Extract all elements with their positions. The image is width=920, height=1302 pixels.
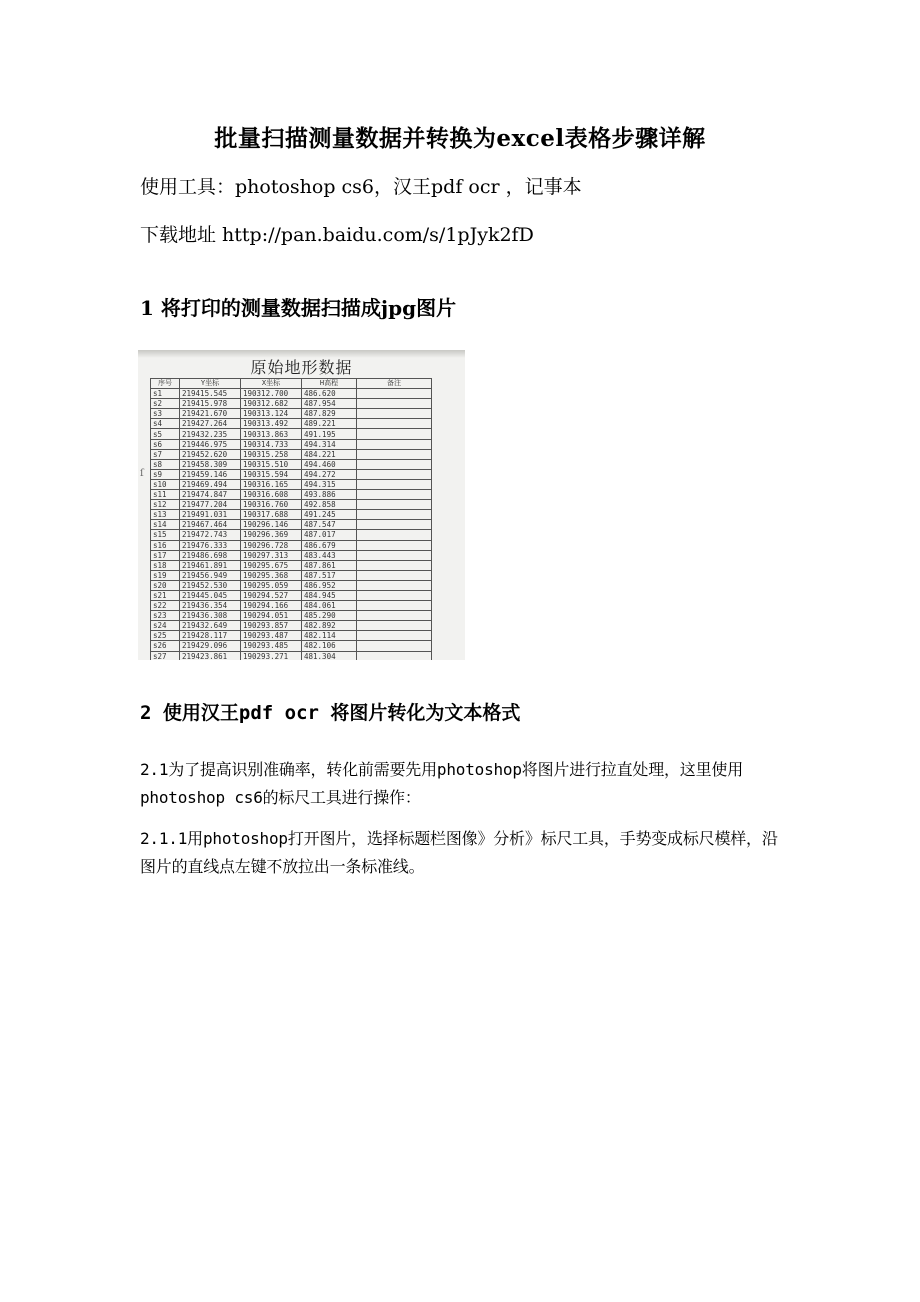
scan-table-cell: s6 xyxy=(151,439,180,449)
scan-table-cell: 190295.675 xyxy=(241,560,302,570)
scan-table-cell: 219423.861 xyxy=(180,651,241,660)
scan-table-cell: 219469.494 xyxy=(180,479,241,489)
scan-table-cell: 219446.975 xyxy=(180,439,241,449)
scan-table-cell xyxy=(357,510,432,520)
scan-table-cell: s13 xyxy=(151,510,180,520)
scan-table-cell: 485.290 xyxy=(302,611,357,621)
scan-table-cell: 190293.857 xyxy=(241,621,302,631)
scan-table-cell: 219445.045 xyxy=(180,590,241,600)
scan-table-cell: s25 xyxy=(151,631,180,641)
scan-table-cell: 491.195 xyxy=(302,429,357,439)
scan-table-cell: 484.945 xyxy=(302,590,357,600)
scan-table-cell: s8 xyxy=(151,459,180,469)
scan-table-cell: 190294.527 xyxy=(241,590,302,600)
scan-table-cell: 219476.333 xyxy=(180,540,241,550)
scan-table-cell: s24 xyxy=(151,621,180,631)
scan-table-cell: 190314.733 xyxy=(241,439,302,449)
scan-table-cell: 219477.204 xyxy=(180,500,241,510)
scan-table-cell: 219458.309 xyxy=(180,459,241,469)
scan-table-cell: 190295.368 xyxy=(241,570,302,580)
scan-table-cell: 190316.165 xyxy=(241,479,302,489)
scan-table-cell: 486.952 xyxy=(302,580,357,590)
scan-table-cell: 190313.124 xyxy=(241,409,302,419)
scan-table-cell: 482.892 xyxy=(302,621,357,631)
scan-table-row xyxy=(151,469,432,479)
scan-table-cell: 190315.510 xyxy=(241,459,302,469)
scan-table-cell: 494.314 xyxy=(302,439,357,449)
scan-table-cell: 219474.847 xyxy=(180,490,241,500)
scan-table-cell: 491.245 xyxy=(302,510,357,520)
scan-table-row xyxy=(151,530,432,540)
scan-table-cell: 190294.051 xyxy=(241,611,302,621)
scan-table-cell: s9 xyxy=(151,469,180,479)
scan-table-cell xyxy=(357,631,432,641)
scan-table-row xyxy=(151,479,432,489)
scan-table-cell xyxy=(357,479,432,489)
scan-table-cell xyxy=(357,651,432,660)
scan-table-cell: 190316.608 xyxy=(241,490,302,500)
scan-table-cell: 487.547 xyxy=(302,520,357,530)
scan-table-cell: 483.443 xyxy=(302,550,357,560)
scan-table-cell xyxy=(357,540,432,550)
scan-table-row xyxy=(151,439,432,449)
scan-table-cell: 190313.863 xyxy=(241,429,302,439)
scan-header-cell: H高程 xyxy=(302,379,357,389)
scan-header-cell: Y坐标 xyxy=(180,379,241,389)
scan-table-cell: 190293.487 xyxy=(241,631,302,641)
scan-table-cell: 190313.492 xyxy=(241,419,302,429)
paragraph-2-1: 2.1为了提高识别准确率，转化前需要先用photoshop将图片进行拉直处理，这里使用photoshop cs6的标尺工具进行操作： xyxy=(140,760,743,807)
scan-table-cell: s2 xyxy=(151,399,180,409)
scan-table-cell xyxy=(357,469,432,479)
scan-table-row xyxy=(151,570,432,580)
scan-table-cell: s17 xyxy=(151,550,180,560)
scan-table-cell: 482.106 xyxy=(302,641,357,651)
scan-table-row xyxy=(151,459,432,469)
scan-table-cell: 190317.688 xyxy=(241,510,302,520)
scan-header-cell: 备注 xyxy=(357,379,432,389)
scan-table-cell: 487.861 xyxy=(302,560,357,570)
scan-table-row xyxy=(151,651,432,660)
scan-table-row xyxy=(151,560,432,570)
scan-table-cell: 486.620 xyxy=(302,389,357,399)
scan-table-cell: 484.221 xyxy=(302,449,357,459)
scan-table-cell: s22 xyxy=(151,601,180,611)
scan-table-cell: 219421.670 xyxy=(180,409,241,419)
scan-table-cell xyxy=(357,429,432,439)
scan-table-cell: 190312.682 xyxy=(241,399,302,409)
scan-table-cell: 190296.728 xyxy=(241,540,302,550)
scan-table-cell xyxy=(357,490,432,500)
scan-title: 原始地形数据 xyxy=(250,358,353,377)
scan-table-cell: 493.886 xyxy=(302,490,357,500)
scan-header-cell: 序号 xyxy=(151,379,180,389)
scan-table-cell xyxy=(357,439,432,449)
scan-table-cell: s1 xyxy=(151,389,180,399)
scan-table-cell: 482.114 xyxy=(302,631,357,641)
scan-table-cell: s10 xyxy=(151,479,180,489)
scan-table-cell: 486.679 xyxy=(302,540,357,550)
scan-table-cell: 487.017 xyxy=(302,530,357,540)
scan-table-row xyxy=(151,580,432,590)
scan-table-row xyxy=(151,510,432,520)
scan-table-cell: 219432.235 xyxy=(180,429,241,439)
scan-table-cell: 219486.698 xyxy=(180,550,241,560)
scan-table-cell: s21 xyxy=(151,590,180,600)
scan-table-cell xyxy=(357,449,432,459)
scan-table-row xyxy=(151,520,432,530)
scan-edge-mark: ſ xyxy=(140,468,144,479)
scan-table-row xyxy=(151,631,432,641)
scan-table-cell: 484.061 xyxy=(302,601,357,611)
scan-table-cell xyxy=(357,560,432,570)
scan-table-cell xyxy=(357,409,432,419)
scan-table-cell: 219427.264 xyxy=(180,419,241,429)
scan-table-cell: s12 xyxy=(151,500,180,510)
section-1-heading: 1 将打印的测量数据扫描成jpg图片 xyxy=(140,296,457,320)
scan-header-cell: X坐标 xyxy=(241,379,302,389)
scan-table-cell: 219429.096 xyxy=(180,641,241,651)
scan-table-row xyxy=(151,601,432,611)
document-title: 批量扫描测量数据并转换为excel表格步骤详解 xyxy=(214,125,706,152)
scan-table-cell: 190316.760 xyxy=(241,500,302,510)
scan-table-row xyxy=(151,540,432,550)
scan-table-cell xyxy=(357,419,432,429)
scan-table xyxy=(150,378,432,660)
scan-header-row xyxy=(151,379,432,389)
scan-table-cell: 190315.258 xyxy=(241,449,302,459)
scan-table-cell: s20 xyxy=(151,580,180,590)
scan-table-cell: 219491.031 xyxy=(180,510,241,520)
scan-table-cell: 190293.485 xyxy=(241,641,302,651)
scan-table-row xyxy=(151,419,432,429)
scan-table-row xyxy=(151,399,432,409)
scan-table-row xyxy=(151,641,432,651)
scan-table-cell: s11 xyxy=(151,490,180,500)
scan-table-cell: 489.221 xyxy=(302,419,357,429)
scan-table-cell xyxy=(357,611,432,621)
scan-table-cell xyxy=(357,520,432,530)
scan-table-cell: s3 xyxy=(151,409,180,419)
scan-table-row xyxy=(151,611,432,621)
scan-table-cell: 487.517 xyxy=(302,570,357,580)
scan-table-cell: 219472.743 xyxy=(180,530,241,540)
scan-table-cell xyxy=(357,399,432,409)
scan-table-row xyxy=(151,500,432,510)
scan-table-cell xyxy=(357,389,432,399)
scan-table-cell xyxy=(357,459,432,469)
scan-table-cell: 219452.620 xyxy=(180,449,241,459)
scan-table-row xyxy=(151,490,432,500)
scan-table-cell: 481.304 xyxy=(302,651,357,660)
scan-table-cell: s16 xyxy=(151,540,180,550)
scan-table-cell: s19 xyxy=(151,570,180,580)
scan-table-cell: 190296.146 xyxy=(241,520,302,530)
scan-table-cell xyxy=(357,621,432,631)
scan-table-body xyxy=(151,389,432,660)
scan-table-row xyxy=(151,409,432,419)
scan-table-cell: 190315.594 xyxy=(241,469,302,479)
scan-table-row xyxy=(151,621,432,631)
scan-table-cell xyxy=(357,500,432,510)
scan-table-cell: 487.954 xyxy=(302,399,357,409)
scan-table-cell xyxy=(357,641,432,651)
scan-table-row xyxy=(151,429,432,439)
scan-table-cell: 190295.059 xyxy=(241,580,302,590)
scan-table-cell: 190297.313 xyxy=(241,550,302,560)
scan-table-cell: 487.829 xyxy=(302,409,357,419)
scan-table-cell xyxy=(357,530,432,540)
scan-table-cell: s27 xyxy=(151,651,180,660)
scan-table-cell: 190294.166 xyxy=(241,601,302,611)
scan-table-cell: 219436.354 xyxy=(180,601,241,611)
scan-table-row xyxy=(151,590,432,600)
scan-table-cell: 494.460 xyxy=(302,459,357,469)
scan-table-cell: 190312.700 xyxy=(241,389,302,399)
scan-table-cell: 219415.545 xyxy=(180,389,241,399)
tools-line: 使用工具：photoshop cs6，汉王pdf ocr ，记事本 xyxy=(140,176,582,198)
scan-table-cell: 219456.949 xyxy=(180,570,241,580)
scan-table-row xyxy=(151,389,432,399)
scan-table-cell xyxy=(357,601,432,611)
scan-table-cell xyxy=(357,570,432,580)
scan-table-cell: 494.315 xyxy=(302,479,357,489)
scan-table-cell: 190293.271 xyxy=(241,651,302,660)
scan-table-cell: 492.858 xyxy=(302,500,357,510)
scan-table-row xyxy=(151,550,432,560)
scan-table-cell: s14 xyxy=(151,520,180,530)
scan-table-cell: s5 xyxy=(151,429,180,439)
scan-table-cell: s4 xyxy=(151,419,180,429)
scan-table-cell: s7 xyxy=(151,449,180,459)
scan-table-cell: 494.272 xyxy=(302,469,357,479)
download-line: 下载地址 http://pan.baidu.com/s/1pJyk2fD xyxy=(140,224,534,246)
scan-table-cell xyxy=(357,590,432,600)
scan-table-cell: 219459.146 xyxy=(180,469,241,479)
scan-table-cell: s15 xyxy=(151,530,180,540)
scan-table-cell: 219452.530 xyxy=(180,580,241,590)
scan-table-cell: 219467.464 xyxy=(180,520,241,530)
scan-table-cell: s18 xyxy=(151,560,180,570)
scan-table-cell: 219415.978 xyxy=(180,399,241,409)
scan-table-cell: s26 xyxy=(151,641,180,651)
scan-table-cell: 219461.891 xyxy=(180,560,241,570)
paragraph-2-1-1: 2.1.1用photoshop打开图片，选择标题栏图像》分析》标尺工具，手势变成标尺模样，沿图片的直线点左键不放拉出一条标准线。 xyxy=(140,829,778,876)
scan-table-cell xyxy=(357,550,432,560)
scan-table-cell: 190296.369 xyxy=(241,530,302,540)
scan-table-cell: 219432.649 xyxy=(180,621,241,631)
section-2-heading: 2 使用汉王pdf ocr 将图片转化为文本格式 xyxy=(140,702,521,724)
scanned-data-image xyxy=(138,350,465,660)
scan-table-cell: 219428.117 xyxy=(180,631,241,641)
scan-table-row xyxy=(151,449,432,459)
scan-table-cell xyxy=(357,580,432,590)
scan-table-cell: s23 xyxy=(151,611,180,621)
scan-table-cell: 219436.308 xyxy=(180,611,241,621)
